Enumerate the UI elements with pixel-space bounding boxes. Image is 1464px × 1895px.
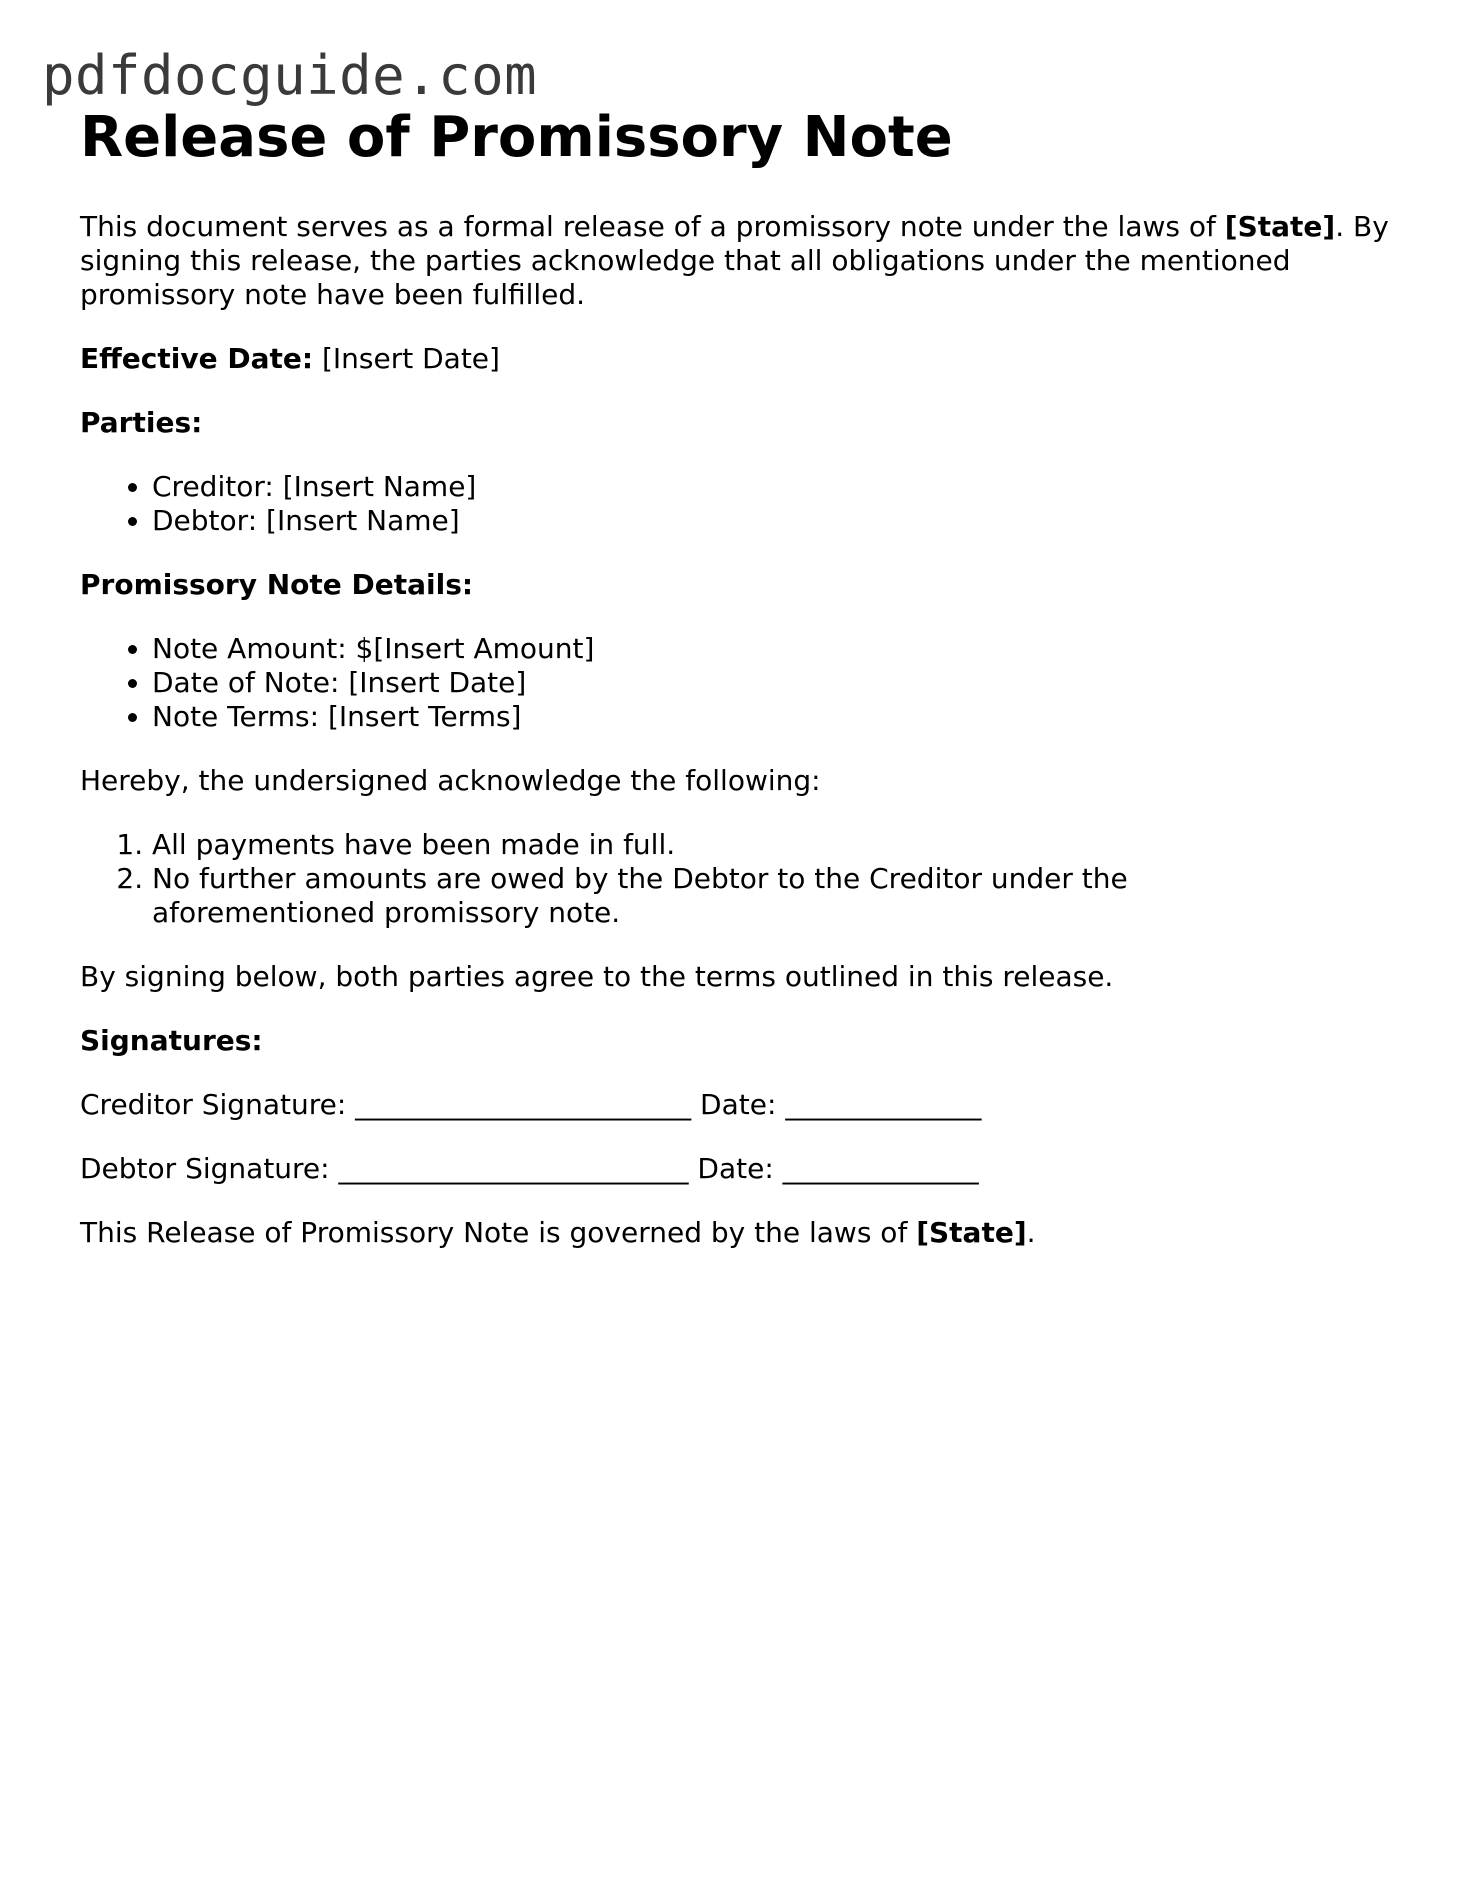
list-item-date-of-note: • Date of Note: [Insert Date] [152,666,1400,700]
parties-list [80,470,1400,538]
governing-state-placeholder: [State] [916,1216,1027,1249]
note-details-heading-text: Promissory Note Details: [80,568,474,601]
effective-date-line [80,342,1400,376]
list-item-creditor: • Creditor: [Insert Name] [152,470,1400,504]
intro-state-placeholder: [State] [1224,210,1336,243]
effective-date-label: Effective Date: [80,342,314,375]
effective-date-value: [Insert Date] [313,342,500,375]
document-title: Release of Promissory Note [80,105,953,170]
document-body [80,100,1400,1250]
list-item-no-further-amounts: 2. No further amounts are owed by the Debtor to the Creditor under the aforementioned promissory note. [152,862,1212,930]
governing-text-before: This Release of Promissory Note is governed by the laws of [80,1216,917,1249]
signatures-heading [80,1024,1400,1058]
agreement-paragraph: By signing below, both parties agree to the terms outlined in this release. [80,960,1114,993]
note-details-heading [80,568,1400,602]
parties-heading-text: Parties: [80,406,203,439]
list-item-note-amount: • Note Amount: $[Insert Amount] [152,632,1400,666]
parties-heading [80,406,1400,440]
signatures-heading-text: Signatures: [80,1024,263,1057]
list-item-debtor: • Debtor: [Insert Name] [152,504,1400,538]
list-item-payments-made: 1. All payments have been made in full. [152,828,1212,862]
governing-law-paragraph [80,1216,1400,1250]
acknowledge-lead: Hereby, the undersigned acknowledge the following: [80,764,821,797]
creditor-signature-line: Creditor Signature: ________________________ Date: ______________ [80,1088,982,1121]
acknowledge-list [80,828,1400,930]
watermark: pdfdocguide.com [42,44,538,107]
governing-text-after: . [1026,1216,1036,1249]
note-details-list [80,632,1400,734]
intro-text-after: . By signing this release, the parties acknowledge that all obligations under the mentioned promissory note have been fulfilled. [80,210,1389,311]
debtor-signature-line: Debtor Signature: _________________________ Date: ______________ [80,1152,979,1185]
list-item-note-terms: • Note Terms: [Insert Terms] [152,700,1400,734]
intro-text-before: This document serves as a formal release of a promissory note under the laws of [80,210,1225,243]
intro-paragraph [80,210,1400,312]
